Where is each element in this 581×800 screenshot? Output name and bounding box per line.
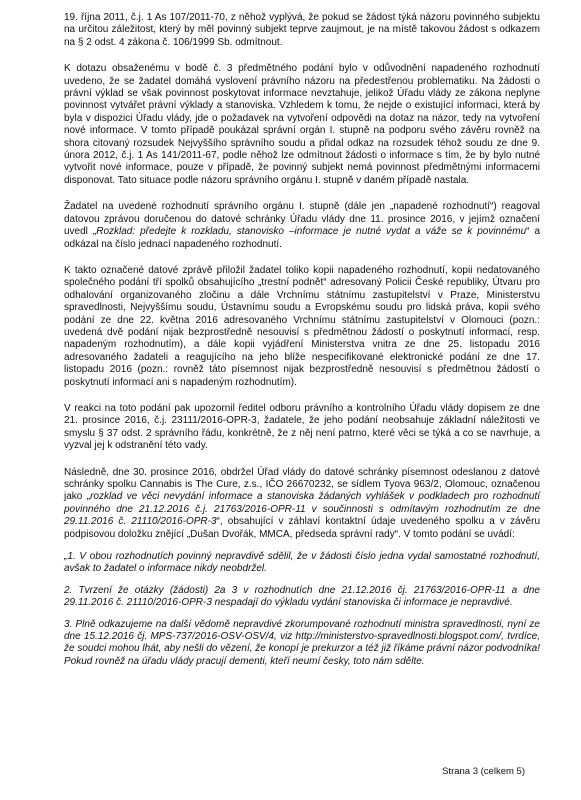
paragraph-3-emphasis: Rozklad: předejte k rozkladu, stanovisko –informace je nutné vydat a váže se k povinnému [96, 226, 527, 238]
paragraph-3-text-a: Žadatel na uvedené rozhodnutí správního orgánu I. stupně (dále jen „napadené rozhodnutí“) reagoval datovou zprávou doručenou do datové schránky Úřadu vlády dne 11. prosince 2016, v jejímž označení uvedl „ [64, 201, 540, 238]
paragraph-6-text-a: Následně, dne 30. prosince 2016, obdržel Úřad vlády do datové schránky písemnost odeslanou z datové schránky spolku Cannabis is The Cure, z.s., IČO 26670232, se sídlem Tyova 963/2, Olomouc, označenou jako „ [64, 466, 540, 503]
quote-2: 2. Tvrzení že otázky (žádosti) 2a 3 v rozhodnutích dne 21.12.2016 čj. 21763/2016-OPR-11 a dne 29.11.2016 č. 21110/2016-OPR-3 nespadají do výkladu vydání stanoviska či informace je nepravdivé. [64, 584, 540, 609]
paragraph-2: K dotazu obsaženému v bodě č. 3 předmětného podání bylo v odůvodnění napadeného rozhodnutí uvedeno, že se žadatel domáhá vyslovení právního názoru na předestřenou problematiku. Na žádosti o právní výklad se však povinnost poskytovat informace nevztahuje, jelikož Úřadu vlády ze zákona neplyne povinnost vytvářet právní výklady a stanoviska. Vzhledem k tomu, že nejde o existující informaci, která by byla v dispozici Úřadu vlády, jde o požadavek na vytvoření odpovědi na dotaz na názor, tedy na vytvoření nové informace. V tomto případě poukázal správní orgán I. stupně na podporu svého závěru rovněž na shora citovaný rozsudek Nejvyššího správního soudu a přidal odkaz na rozsudek téhož soudu ze dne 9. února 2012, č.j. 1 As 141/2011-67, podle něhož lze odmítnout žádosti o informace s tím, že by bylo nutné vytvořit nové informace, pouze v případě, že povinný subjekt nemá povinnost předmětnými informacemi disponovat. Tato situace podle názoru správního orgánu I. stupně v daném případě nastala. [64, 63, 540, 186]
paragraph-3 [64, 201, 540, 251]
paragraph-5: V reakci na toto podání pak upozornil ředitel odboru právního a kontrolního Úřadu vlády dopisem ze dne 21. prosince 2016, č.j. 23111/2016-OPR-3, žadatele, že jeho podání neobsahuje základní náležitosti ve smyslu § 37 odst. 2 správního řádu, konkrétně, že z něj není patrno, které věci se týká a co se navrhuje, a vyzval jej k odstranění této vady. [64, 402, 540, 452]
page-footer: Strana 3 (celkem 5) [442, 766, 525, 777]
quote-3: 3. Plně odkazujeme na další vědomě nepravdivé zkorumpované rozhodnutí ministra spravedlnosti, nyní ze dne 15.12.2016 čj. MPS-737/2016-OSV-OSV/4, viz http://ministerstvo-spravedlnosti.blogspot.com/, tvrdíce, že soudci mohou lhát, aby nešli do vězení, že konopí je prekurzor a též již říkáme právní názor podvodníka! Pokud rovněž na úřadu vlády pracují dementi, kteří neumí česky, toto nám sdělte. [64, 618, 540, 667]
quote-1: „1. V obou rozhodnutích povinný nepravdivě sdělil, že v žádosti číslo jedna vydal samostatné rozhodnutí, avšak to žadatel o informace nikdy neobdržel. [64, 551, 540, 575]
paragraph-4: K takto označené datové zprávě přiložil žadatel toliko kopii napadeného rozhodnutí, kopii nedatovaného společného podání tří spolků obsahujícího „trestní podnět“ adresovaný Policii České republiky, Útvaru pro odhalování organizovaného zločinu a dále Vrchnímu státnímu zastupitelství v Praze, Ministerstvu spravedlnosti, Nejvyššímu soudu, Ústavnímu soudu a Evropskému soudu pro lidská práva, kopii svého podání ze dne 22. května 2016 adresovaného Vrchnímu státnímu zastupitelství v Olomouci (pozn.: uvedená dvě podání nijak bezprostředně nesouvisí s předmětnou žádostí o poskytnutí informací, resp. napadeným rozhodnutím), a dále kopii vyjádření Ministerstva vnitra ze dne 25. listopadu 2016 adresovaného žadateli a reagujícího na jeho blíže nespecifikované elektronické podání ze dne 17. listopadu 2016 (pozn.: rovněž táto písemnost nijak bezprostředně nesouvisí s předmětnou žádostí o poskytnutí informací ani s napadeným rozhodnutím). [64, 264, 540, 388]
paragraph-6-text-b: “, obsahující v záhlaví kontaktní údaje uvedeného spolku a v závěru podpisovou doložku znějící „Dušan Dvořák, MMCA, předseda správní rady“. V tomto podání se uvádí: [64, 516, 541, 540]
document-page [64, 12, 540, 677]
paragraph-3-text-b: “ a odkázal na číslo jednací napadeného rozhodnutí. [64, 226, 541, 250]
paragraph-6 [64, 467, 540, 541]
paragraph-1: 19. října 2011, č.j. 1 As 107/2011-70, z něhož vyplývá, že pokud se žádost týká názoru povinného subjektu na určitou záležitost, který by měl povinný subjekt teprve zaujmout, je na místě takovou žádost s odkazem na § 2 odst. 4 zákona č. 106/1999 Sb. odmítnout. [64, 12, 540, 48]
paragraph-6-emphasis: rozklad ve věci nevydání informace a stanoviska žádaných vyhlášek v podkladech pro rozhodnutí povinného dne 21.12.2016 č.j. 21763/2016-OPR-11 v součinnosti s odmítavým rozhodnutím ze dne 29.11.2016 č. 21110/2016-OPR-3 [64, 491, 541, 528]
